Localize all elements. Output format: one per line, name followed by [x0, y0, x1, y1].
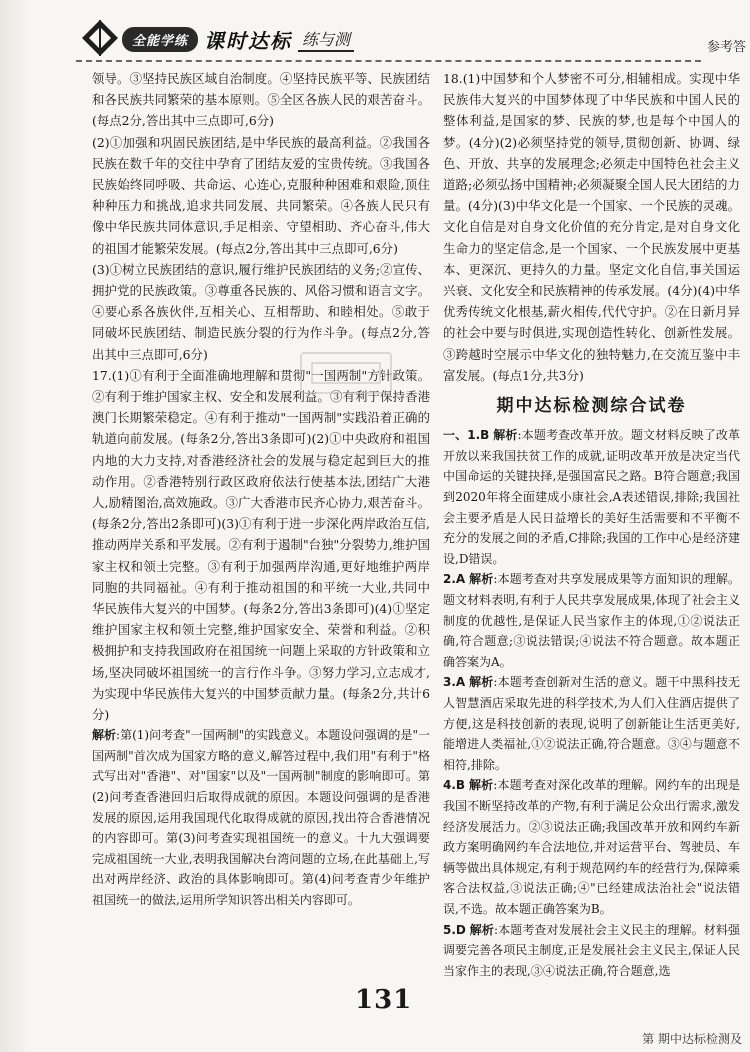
brand-banner	[76, 24, 354, 54]
analysis-label: 解析	[469, 572, 494, 587]
answer-head: 4.B	[443, 778, 466, 793]
analysis-text: :本题考查对共享发展成果等方面知识的理解。题文材料表明,有利于人民共享发展成果,体现了社会主义制度的优越性,是保证人民当家作主的体现,①②说法正确,符合题意;③说法错误;④说法不符合题意。故本题正确答案为A。	[443, 572, 740, 669]
stamp-icon	[311, 362, 381, 384]
analysis-label: 解析	[469, 922, 494, 937]
answer-head: 一、1.B	[443, 428, 490, 443]
answer-item	[443, 569, 740, 672]
binding-shadow	[0, 0, 30, 1052]
analysis-label: 解析	[469, 778, 494, 793]
page-header	[0, 0, 750, 66]
left-column	[92, 68, 430, 911]
right-column	[443, 68, 740, 981]
brand-pill: 全能学练	[122, 27, 198, 52]
answer-item	[443, 425, 740, 569]
section-title: 期中达标检测综合试卷	[496, 396, 687, 417]
analysis-block	[92, 725, 430, 910]
answer-paragraph: (3)①树立民族团结的意识,履行维护民族团结的义务;②宣传、拥护党的民族政策。③尊重各民族的、风俗习惯和语言文字。④要心系各族伙伴,互相关心、互相帮助、和睦相处。⑤敢于同破坏民族团结、制造民族分裂的行为作斗争。(每点2分,答出其中三点即可,6分)	[92, 261, 430, 362]
corner-label: 参考答	[706, 40, 746, 55]
analysis-text: :本题考查对发展社会主义民主的理解。材料强调要完善各项民主制度,正是发展社会主义民主,保证人民当家作主的表现,③④说法正确,符合题意,选	[443, 922, 740, 978]
answer-paragraph: (2)①加强和巩固民族团结,是中华民族的最高利益。②我国各民族在数千年的交往中孕育了团结友爱的宝贵传统。③我国各民族始终同呼吸、共命运、心连心,克服种种困难和艰险,顶住种种压力和挑战,追求共同发展、共同繁荣。④各族人民只有像中华民族共同体意识,手足相亲、守望相助、齐心奋斗,伟大的祖国才能繁荣发展。(每点2分,答出其中三点即可,6分)	[92, 134, 430, 256]
answer-paragraph-17: 17.(1)①有利于全面准确地理解和贯彻"一国两制"方针政策。②有利于维护国家主权、安全和发展利益。③有利于保持香港澳门长期繁荣稳定。④有利于推动"一国两制"实践沿着正确的轨道向前发展。(每条2分,答出3条即可)(2)①中央政府和祖国内地的大力支持,对香港经济社会的发展与稳定起到巨大的推动作用。②香港特别行政区政府依法行使基本法,团结广大港人,励精图治,高效施政。③广大香港市民齐心协力,艰苦奋斗。(每条2分,答出2条即可)(3)①有利于进一步深化两岸政治互信,推动两岸关系和平发展。②有利于遏制"台独"分裂势力,维护国家主权和领土完整。③有利于加强两岸沟通,更好地维护两岸同胞的共同福祉。④有利于推动祖国的和平统一大业,共同中华民族伟大复兴的中国梦。(每条2分,答出3条即可)(4)①坚定维护国家主权和领土完整,维护国家安全、荣誉和利益。②积极拥护和支持我国政府在祖国统一问题上采取的方针政策和立场,坚决同破坏祖国统一的言行作斗争。③努力学习,立志成才,为实现中华民族伟大复兴的中国梦贡献力量。(每条2分,共计6分)	[92, 367, 430, 723]
footer-label: 第 期中达标检测及	[642, 1032, 742, 1046]
watermark-stamp	[300, 352, 392, 394]
answer-item	[443, 672, 740, 775]
analysis-label: 解析	[92, 728, 117, 743]
analysis-label: 解析	[493, 428, 518, 443]
analysis-text: :本题考查改革开放。题文材料反映了改革开放以来我国扶贫工作的成就,证明改革开放是决定当代中国命运的关键抉择,是强国富民之路。B符合题意;我国到2020年将全面建成小康社会,A表述错误,排除;我国社会主要矛盾是人民日益增长的美好生活需要和不平衡不充分的发展之间的矛盾,C排除;我国的工作中心是经济建设,D错误。	[443, 428, 740, 566]
answer-paragraph: 领导。③坚持民族区域自治制度。④坚持民族平等、民族团结和各民族共同繁荣的基本原则。⑤全区各族人民的艰苦奋斗。(每点2分,答出其中三点即可,6分)	[92, 71, 430, 129]
answer-item	[443, 920, 740, 982]
answer-paragraph-18: 18.(1)中国梦和个人梦密不可分,相辅相成。实现中华民族伟大复兴的中国梦体现了中华民族和中国人民的整体利益,是国家的梦、民族的梦,也是每个中国人的梦。(4分)(2)必须坚持党的领导,贯彻创新、协调、绿色、开放、共享的发展理念;必须走中国特色社会主义道路;必须弘扬中国精神;必须凝聚全国人民大团结的力量。(4分)(3)中华文化是一个国家、一个民族的灵魂。文化自信是对自身文化价值的充分肯定,是对自身文化生命力的坚定信念,是一个国家、一个民族发展中更基本、更深沉、更持久的力量。坚定文化自信,事关国运兴衰、文化安全和民族精神的传承发展。(4分)(4)中华优秀传统文化根基,薪火相传,代代守护。②在日新月异的社会中要与时俱进,实现创造性转化、创新性发展。③跨越时空展示中华文化的独特魅力,在交流互鉴中丰富发展。(每点1分,共3分)	[443, 71, 740, 383]
answer-head: 3.A	[443, 675, 466, 690]
page-number: 131	[355, 985, 413, 1015]
analysis-text: :第(1)问考查"一国两制"的实践意义。本题设问强调的是"一国两制"首次成为国家方略的意义,解答过程中,我们用"有利于"格式写出对"香港"、对"国家"以及"一国两制"制度的影响即可。第(2)问考查香港回归后取得成就的原因。本题设问强调的是香港发展的原因,运用我国现代化取得成就的原因,找出符合香港情况的内容即可。第(3)问考查实现祖国统一的意义。十九大强调要完成祖国统一大业,表明我国解决台湾问题的立场,在此基础上,写出对两岸经济、政治的具体影响即可。第(4)问考查青少年维护祖国统一的做法,运用所学知识答出相关内容即可。	[92, 728, 430, 908]
header-divider	[76, 60, 701, 62]
brand-subtitle: 练与测	[298, 27, 354, 52]
analysis-label: 解析	[469, 675, 494, 690]
answer-head: 5.D	[443, 922, 466, 937]
answer-item	[443, 775, 740, 919]
analysis-text: :本题考查对深化改革的理解。网约车的出现是我国不断坚持改革的产物,有利于满足公众出行需求,激发经济发展活力。②③说法正确;我国改革开放和网约车新政方案明确网约车合法地位,并对运营平台、驾驶员、车辆等做出具体规定,有利于规范网约车的经营行为,保障乘客合法权益,③说法正确;④"已经建成法治社会"说法错误,不选。故本题正确答案为B。	[443, 778, 740, 916]
answer-head: 2.A	[443, 572, 466, 587]
brand-title: 课时达标	[204, 28, 293, 53]
analysis-text: :本题考查创新对生活的意义。题干中黑科技无人智慧酒店采取先进的科学技术,为人们入住酒店提供了方便,这是科技创新的表现,说明了创新能让生活更美好,能增进人类福祉,①②说法正确,符合题意。③④与题意不相符,排除。	[443, 675, 740, 772]
